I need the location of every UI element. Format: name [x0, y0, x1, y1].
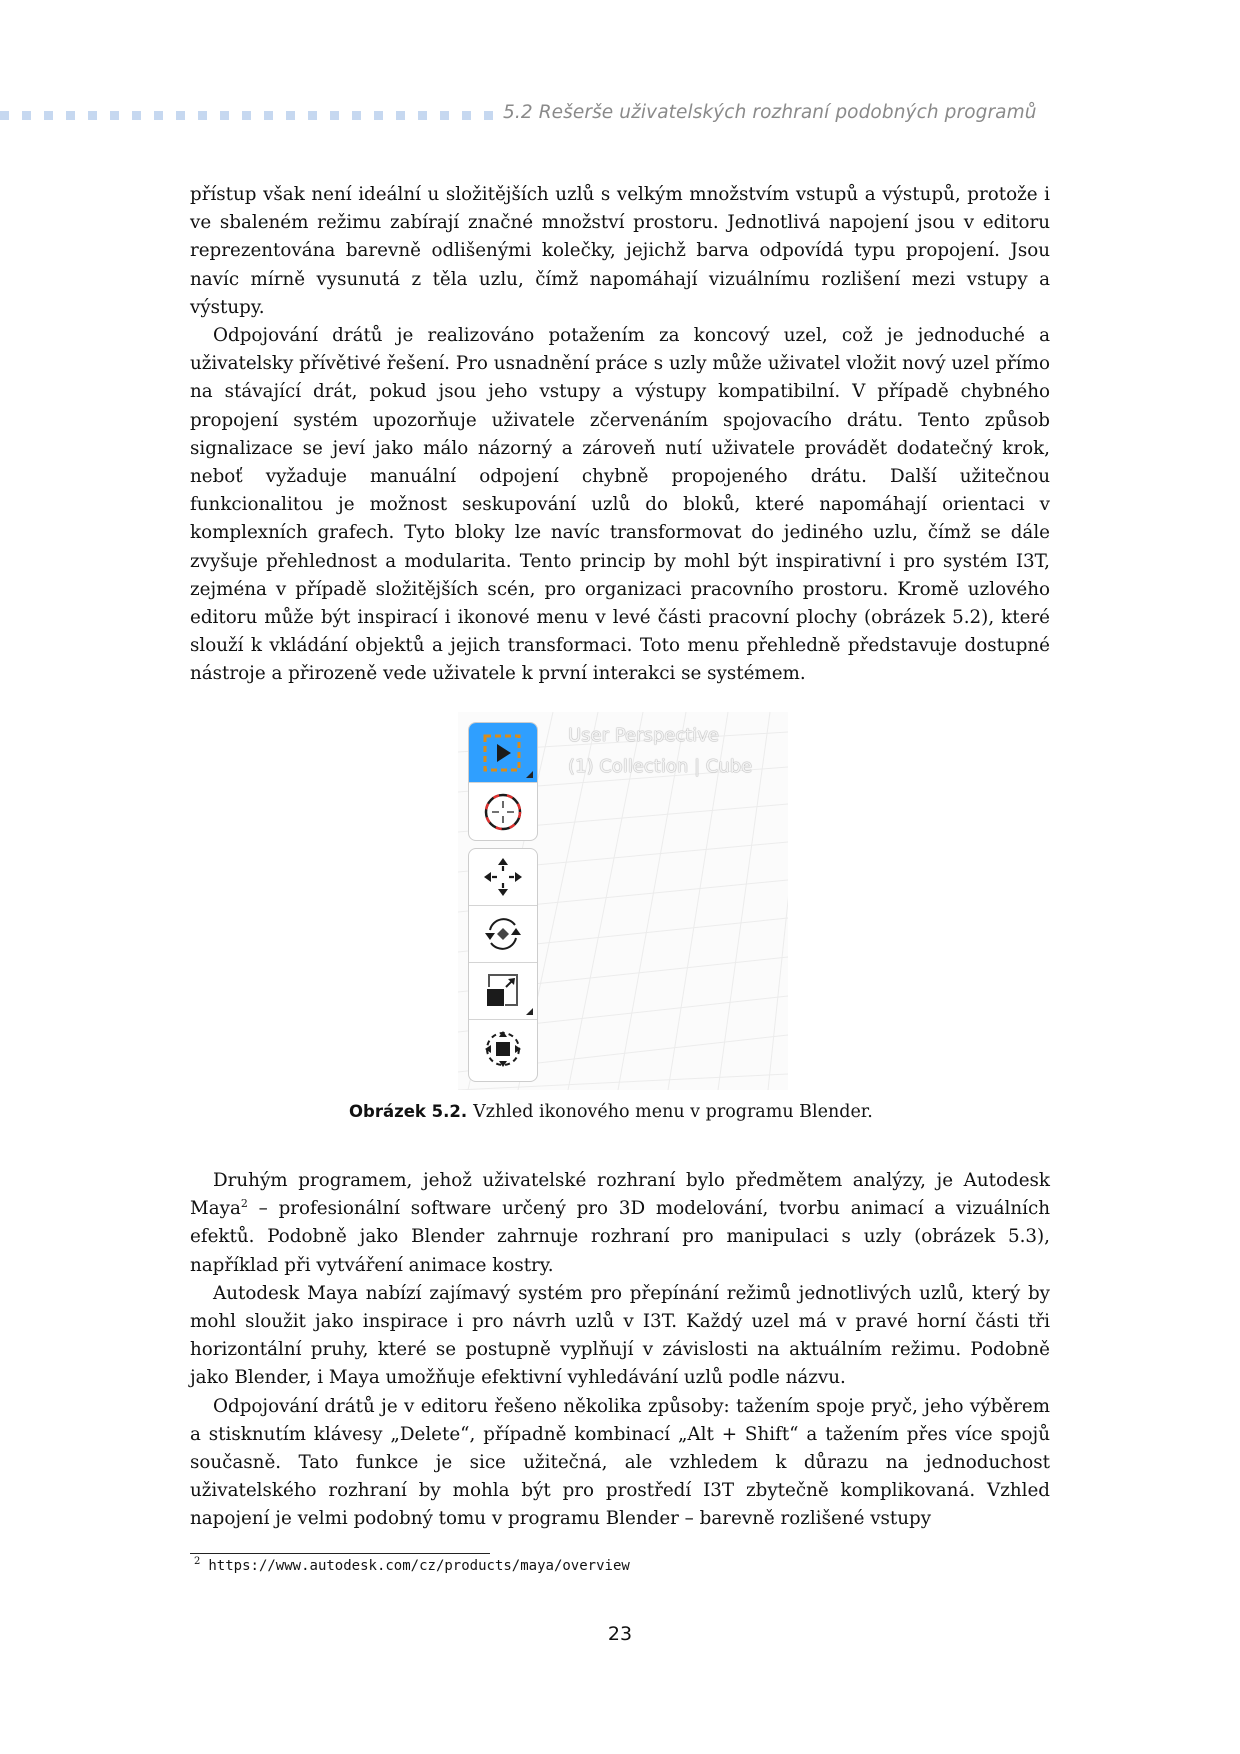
- select-box-icon: [480, 730, 526, 776]
- tool-move[interactable]: [469, 849, 537, 906]
- footnote-mark: 2: [194, 1556, 201, 1568]
- viewport-perspective-label: User Perspective: [568, 725, 719, 746]
- header-decorative-dots: [0, 111, 495, 120]
- page-number: 23: [607, 1623, 633, 1645]
- paragraph-text: – profesionální software určený pro 3D modelování, tvorbu animací a vizuálních efektů. Podobně jako Blender zahrnuje rozhraní pro manipulaci s uzly (obrázek 5.3), například při vytváření animace kostry.: [190, 1198, 1050, 1276]
- running-header: [0, 100, 1240, 130]
- footnote-reference[interactable]: 2: [240, 1197, 248, 1211]
- text-block-lower: [190, 1167, 1050, 1534]
- cursor-3d-icon: [481, 790, 525, 834]
- paragraph: [190, 1167, 1050, 1280]
- tool-cursor[interactable]: [469, 783, 537, 840]
- viewport-collection-label: (1) Collection | Cube: [568, 756, 753, 777]
- scale-icon: [481, 969, 525, 1013]
- transform-icon: [481, 1027, 525, 1071]
- footnote-url[interactable]: https://www.autodesk.com/cz/products/maya/overview: [208, 1558, 630, 1574]
- toolbar-group-transform: [468, 848, 538, 1082]
- submenu-indicator-icon: [526, 1008, 533, 1015]
- tool-rotate[interactable]: [469, 906, 537, 963]
- figure-caption: [349, 1101, 909, 1122]
- figure-blender-toolbar: [458, 712, 788, 1090]
- paragraph-text: Druhým programem, jehož uživatelské rozhraní bylo předmětem analýzy, je Autodesk Maya: [190, 1170, 1050, 1220]
- header-section-title: 5.2 Rešerše uživatelských rozhraní podobných programů: [503, 102, 1037, 123]
- submenu-indicator-icon: [526, 771, 533, 778]
- text-block-upper: [190, 181, 1050, 689]
- tool-scale[interactable]: [469, 963, 537, 1020]
- footnote: [194, 1558, 630, 1574]
- move-icon: [481, 855, 525, 899]
- paragraph: Autodesk Maya nabízí zajímavý systém pro přepínání režimů jednotlivých uzlů, který by mohl sloužit jako inspirace i pro návrh uzlů v I3T. Každý uzel má v pravé horní části tři horizontální pruhy, které se postupně vyplňují v závislosti na aktuálním režimu. Podobně jako Blender, i Maya umožňuje efektivní vyhledávání uzlů podle názvu.: [190, 1282, 1050, 1389]
- blender-viewport: [458, 712, 788, 1090]
- caption-text: Vzhled ikonového menu v programu Blender.: [473, 1102, 873, 1122]
- caption-label: Obrázek 5.2.: [349, 1102, 468, 1121]
- toolbar-group-select: [468, 722, 538, 841]
- rotate-icon: [481, 912, 525, 956]
- paragraph: přístup však není ideální u složitějších uzlů s velkým množstvím vstupů a výstupů, protože i ve sbaleném režimu zabírají značné množství prostoru. Jednotlivá napojení jsou v editoru reprezentována barevně odlišenými kolečky, jejichž barva odpovídá typu propojení. Jsou navíc mírně vysunutá z těla uzlu, čímž napomáhají vizuálnímu rozlišení mezi vstupy a výstupy.: [190, 184, 1050, 318]
- tool-transform[interactable]: [469, 1020, 537, 1077]
- footnote-divider: [190, 1553, 490, 1554]
- paragraph: Odpojování drátů je realizováno potažením za koncový uzel, což je jednoduché a uživatelsky přívětivé řešení. Pro usnadnění práce s uzly může uživatel vložit nový uzel přímo na stávající drát, pokud jsou jeho vstupy a výstupy kompatibilní. V případě chybného propojení systém upozorňuje uživatele zčervenáním spojovacího drátu. Tento způsob signalizace se jeví jako málo názorný a zároveň nutí uživatele provádět dodatečný krok, neboť vyžaduje manuální odpojení chybně propojeného drátu. Další užitečnou funkcionalitou je možnost seskupování uzlů do bloků, které napomáhají orientaci v komplexních grafech. Tyto bloky lze navíc transformovat do jediného uzlu, čímž se dále zvyšuje přehlednost a modularita. Tento princip by mohl být inspirativní i pro systém I3T, zejména v případě složitějších scén, pro organizaci pracovního prostoru. Kromě uzlového editoru může být inspirací i ikonové menu v levé části pracovní plochy (obrázek 5.2), které slouží k vkládání objektů a jejich transformaci. Toto menu přehledně představuje dostupné nástroje a přirozeně vede uživatele k první interakci se systémem.: [190, 325, 1050, 685]
- paragraph: Odpojování drátů je v editoru řešeno několika způsoby: tažením spoje pryč, jeho výběrem a stisknutím klávesy „Delete“, případně kombinací „Alt + Shift“ a tažením přes více spojů současně. Tato funkce je sice užitečná, ale vzhledem k důrazu na jednoduchost uživatelského rozhraní by mohla být pro prostředí I3T zbytečně komplikovaná. Vzhled napojení je velmi podobný tomu v programu Blender – barevně rozlišené vstupy: [190, 1395, 1050, 1530]
- tool-select-box[interactable]: [469, 723, 537, 783]
